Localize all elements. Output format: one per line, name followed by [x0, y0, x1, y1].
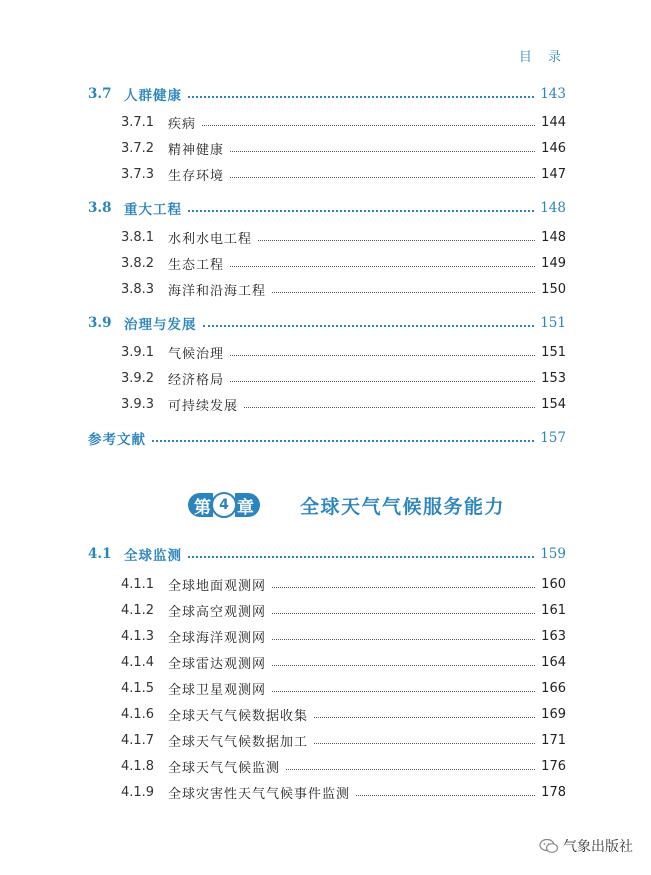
toc-leader-dots — [202, 125, 535, 126]
toc-leader-dots — [188, 96, 534, 98]
toc-entry-title: 全球灾害性天气气候事件监测 — [168, 786, 351, 802]
toc-entry-number: 4.1.9 — [121, 784, 155, 800]
toc-leader-dots — [356, 795, 535, 796]
toc-section-entry[interactable] — [0, 313, 651, 333]
toc-leader-dots — [272, 639, 535, 640]
toc-leader-dots — [230, 177, 535, 178]
toc-section-entry[interactable] — [0, 544, 651, 564]
toc-entry-title: 全球地面观测网 — [168, 578, 267, 594]
toc-entry-title: 海洋和沿海工程 — [168, 283, 267, 299]
toc-subsection-entry[interactable] — [0, 704, 651, 724]
toc-subsection-entry[interactable] — [0, 253, 651, 273]
toc-page-number: 169 — [541, 706, 566, 722]
toc-section-entry[interactable] — [0, 84, 651, 104]
toc-leader-dots — [230, 151, 535, 152]
toc-subsection-entry[interactable] — [0, 652, 651, 672]
toc-leader-dots — [203, 325, 535, 327]
toc-page-number: 147 — [541, 166, 566, 182]
toc-entry-number: 4.1.8 — [121, 758, 155, 774]
toc-section-entry[interactable] — [0, 428, 651, 448]
toc-entry-number: 3.9.2 — [121, 370, 155, 386]
toc-subsection-entry[interactable] — [0, 574, 651, 594]
chapter-prefix: 第 — [188, 493, 213, 517]
toc-subsection-entry[interactable] — [0, 368, 651, 388]
toc-entry-number: 3.9.3 — [121, 396, 155, 412]
wechat-icon — [539, 838, 559, 854]
toc-entry-title: 精神健康 — [168, 142, 225, 158]
toc-subsection-entry[interactable] — [0, 138, 651, 158]
toc-entry-number: 3.7 — [88, 86, 112, 102]
toc-page-number: 166 — [541, 680, 566, 696]
toc-entry-number: 4.1.3 — [121, 628, 155, 644]
toc-page-number: 148 — [540, 200, 566, 216]
toc-leader-dots — [258, 240, 535, 241]
toc-leader-dots — [230, 381, 535, 382]
toc-entry-number: 4.1.4 — [121, 654, 155, 670]
toc-entry-title: 全球高空观测网 — [168, 604, 267, 620]
toc-leader-dots — [244, 407, 535, 408]
chapter-title: 全球天气气候服务能力 — [300, 495, 506, 518]
toc-page-number: 171 — [541, 732, 566, 748]
toc-entry-number: 3.8 — [88, 200, 112, 216]
toc-entry-number: 4.1 — [88, 546, 112, 562]
toc-page-number: 163 — [541, 628, 566, 644]
toc-entry-number: 4.1.2 — [121, 602, 155, 618]
toc-page-number: 148 — [541, 229, 566, 245]
toc-page-number: 146 — [541, 140, 566, 156]
toc-entry-number: 3.8.3 — [121, 281, 155, 297]
toc-entry-title: 生态工程 — [168, 257, 225, 273]
toc-entry-number: 3.8.1 — [121, 229, 155, 245]
toc-subsection-entry[interactable] — [0, 279, 651, 299]
toc-entry-title: 人群健康 — [124, 88, 182, 104]
toc-subsection-entry[interactable] — [0, 164, 651, 184]
toc-page-number: 157 — [540, 430, 566, 446]
chapter-number: 4 — [211, 492, 237, 518]
toc-entry-number: 3.7.1 — [121, 114, 155, 130]
toc-page-number: 149 — [541, 255, 566, 271]
toc-leader-dots — [272, 292, 535, 293]
chapter-suffix: 章 — [235, 493, 260, 517]
toc-leader-dots — [230, 355, 535, 356]
toc-subsection-entry[interactable] — [0, 678, 651, 698]
toc-page-number: 150 — [541, 281, 566, 297]
toc-entry-number: 3.7.3 — [121, 166, 155, 182]
toc-subsection-entry[interactable] — [0, 730, 651, 750]
toc-entry-title: 全球天气气候监测 — [168, 760, 281, 776]
toc-page-number: 176 — [541, 758, 566, 774]
toc-page-number: 151 — [541, 344, 566, 360]
toc-page-number: 160 — [541, 576, 566, 592]
chapter-badge — [188, 492, 260, 518]
toc-entry-number: 4.1.1 — [121, 576, 155, 592]
toc-entry-title: 生存环境 — [168, 168, 225, 184]
toc-page-number: 154 — [541, 396, 566, 412]
toc-entry-number: 4.1.5 — [121, 680, 155, 696]
toc-leader-dots — [188, 210, 534, 212]
toc-leader-dots — [314, 743, 535, 744]
toc-leader-dots — [272, 587, 535, 588]
toc-subsection-entry[interactable] — [0, 626, 651, 646]
publisher-watermark — [539, 836, 633, 856]
toc-entry-title: 经济格局 — [168, 372, 225, 388]
toc-page-number: 153 — [541, 370, 566, 386]
toc-subsection-entry[interactable] — [0, 782, 651, 802]
toc-leader-dots — [314, 717, 535, 718]
toc-leader-dots — [286, 769, 535, 770]
toc-page-number: 144 — [541, 114, 566, 130]
toc-subsection-entry[interactable] — [0, 600, 651, 620]
toc-entry-title: 水利水电工程 — [168, 231, 253, 247]
watermark-text: 气象出版社 — [563, 839, 633, 855]
toc-entry-number: 3.9.1 — [121, 344, 155, 360]
toc-page-number: 178 — [541, 784, 566, 800]
toc-leader-dots — [188, 556, 534, 558]
toc-entry-title: 全球监测 — [124, 548, 182, 564]
toc-page-number: 159 — [540, 546, 566, 562]
toc-entry-title: 全球雷达观测网 — [168, 656, 267, 672]
toc-entry-title: 治理与发展 — [124, 317, 197, 333]
toc-leader-dots — [230, 266, 535, 267]
toc-page-number: 161 — [541, 602, 566, 618]
toc-entry-title: 全球卫星观测网 — [168, 682, 267, 698]
toc-leader-dots — [272, 665, 535, 666]
toc-page-number: 151 — [540, 315, 566, 331]
toc-entry-title: 重大工程 — [124, 202, 182, 218]
toc-subsection-entry[interactable] — [0, 342, 651, 362]
toc-entry-title: 全球天气气候数据加工 — [168, 734, 309, 750]
toc-entry-title: 参考文献 — [88, 432, 146, 448]
toc-entry-number: 3.9 — [88, 315, 112, 331]
toc-entry-number: 4.1.7 — [121, 732, 155, 748]
toc-entry-title: 全球海洋观测网 — [168, 630, 267, 646]
toc-entry-number: 4.1.6 — [121, 706, 155, 722]
toc-subsection-entry[interactable] — [0, 394, 651, 414]
toc-entry-number: 3.8.2 — [121, 255, 155, 271]
toc-page-number: 164 — [541, 654, 566, 670]
toc-section-entry[interactable] — [0, 198, 651, 218]
toc-entry-title: 气候治理 — [168, 346, 225, 362]
toc-entry-title: 可持续发展 — [168, 398, 239, 414]
toc-entry-number: 3.7.2 — [121, 140, 155, 156]
toc-subsection-entry[interactable] — [0, 227, 651, 247]
toc-leader-dots — [272, 613, 535, 614]
toc-subsection-entry[interactable] — [0, 756, 651, 776]
toc-leader-dots — [272, 691, 535, 692]
toc-entry-title: 全球天气气候数据收集 — [168, 708, 309, 724]
toc-entry-title: 疾病 — [168, 116, 197, 132]
toc-leader-dots — [152, 440, 534, 442]
toc-page-number: 143 — [540, 86, 566, 102]
chapter-heading — [188, 491, 505, 519]
running-head: 目 录 — [518, 50, 567, 65]
toc-subsection-entry[interactable] — [0, 112, 651, 132]
